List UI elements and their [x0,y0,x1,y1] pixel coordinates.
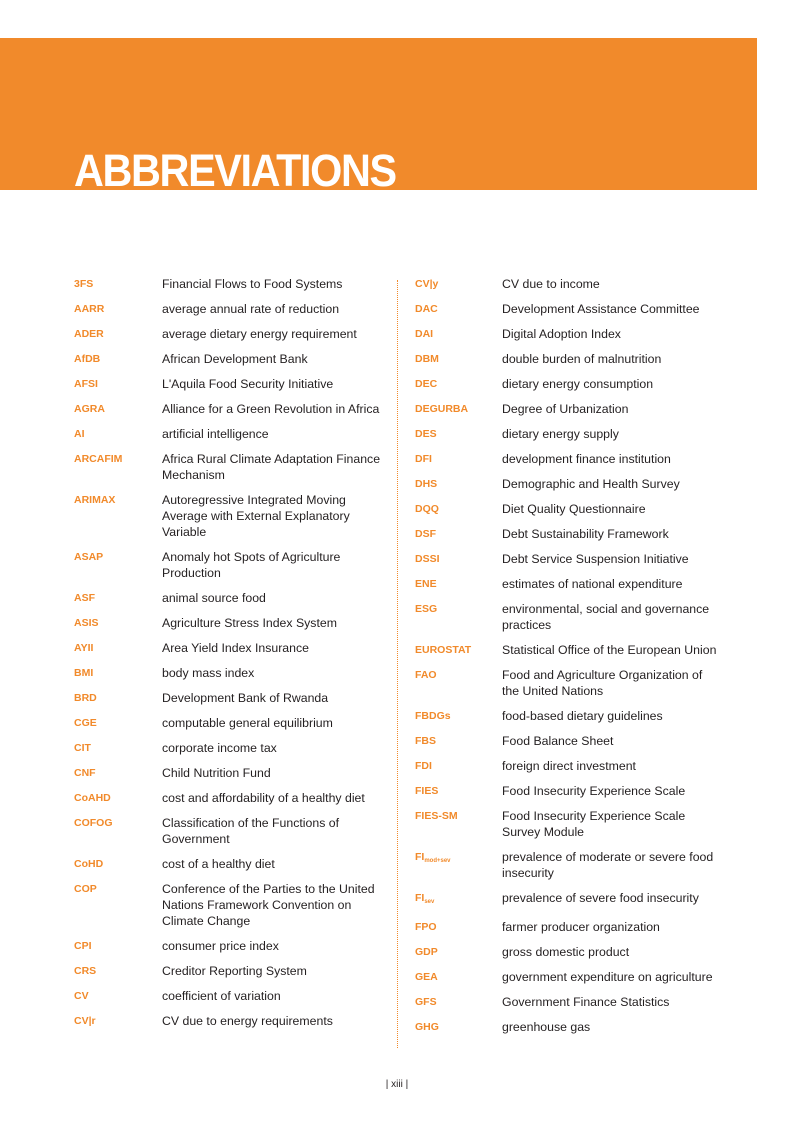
abbreviation-term [74,665,162,681]
abbreviation-entry [415,551,725,567]
abbreviation-definition: Food Balance Sheet [502,734,614,748]
abbreviation-term-text: ADER [74,328,104,340]
abbreviation-term [74,790,162,806]
abbreviation-definition: Digital Adoption Index [502,327,621,341]
abbreviation-definition: Classification of the Functions of Government [162,816,340,846]
abbreviation-term [74,549,162,565]
abbreviation-entry [415,326,725,342]
abbreviation-definition: African Development Bank [162,352,308,366]
abbreviation-term [415,969,502,985]
abbreviation-definition: Food and Agriculture Organization of the United Nations [502,668,703,698]
abbreviation-term [74,301,162,317]
abbreviation-definition: Demographic and Health Survey [502,477,680,491]
abbreviation-entry [415,276,725,292]
abbreviation-entry [74,276,384,292]
abbreviation-definition: animal source food [162,591,266,605]
abbreviation-definition: Financial Flows to Food Systems [162,277,343,291]
abbreviation-term-text: DSF [415,528,436,540]
abbreviation-definition: Africa Rural Climate Adaptation Finance Mechanism [162,452,381,482]
abbreviation-entry [74,665,384,681]
abbreviation-entry [415,783,725,799]
abbreviation-entry [415,526,725,542]
abbreviation-entry [415,890,725,910]
abbreviation-term-text: FIES [415,785,439,797]
abbreviation-term [74,492,162,508]
abbreviation-definition: Agriculture Stress Index System [162,616,337,630]
abbreviation-definition: computable general equilibrium [162,716,333,730]
abbreviation-entry [415,351,725,367]
abbreviation-definition: prevalence of moderate or severe food insecurity [502,850,714,880]
abbreviation-definition: Food Insecurity Experience Scale [502,784,686,798]
abbreviation-definition: double burden of malnutrition [502,352,662,366]
abbreviation-term-text: FIES-SM [415,810,458,822]
abbreviation-term-text: COFOG [74,817,113,829]
abbreviation-definition: Child Nutrition Fund [162,766,271,780]
abbreviation-term [415,919,502,935]
abbreviation-term [74,963,162,979]
abbreviation-term [415,849,502,869]
abbreviation-term [415,667,502,683]
abbreviation-definition: coefficient of variation [162,989,281,1003]
abbreviation-definition: Diet Quality Questionnaire [502,502,646,516]
abbreviation-entry [74,963,384,979]
abbreviation-definition: dietary energy consumption [502,377,654,391]
abbreviation-definition: average dietary energy requirement [162,327,357,341]
abbreviation-term [415,501,502,517]
abbreviation-entry [415,376,725,392]
abbreviation-definition: Area Yield Index Insurance [162,641,309,655]
abbreviation-definition: foreign direct investment [502,759,636,773]
abbreviation-term-text: AfDB [74,353,101,365]
abbreviation-entry [74,590,384,606]
abbreviation-definition: Anomaly hot Spots of Agriculture Production [162,550,341,580]
abbreviation-term-text: FDI [415,760,432,772]
abbreviation-definition: greenhouse gas [502,1020,591,1034]
abbreviation-term-text: ARCAFIM [74,453,123,465]
abbreviation-term [415,376,502,392]
abbreviation-term [415,476,502,492]
abbreviation-term-text: FBDGs [415,710,451,722]
abbreviation-term [415,326,502,342]
abbreviation-definition: CV due to energy requirements [162,1014,333,1028]
abbreviation-term [415,301,502,317]
abbreviation-definition: Development Bank of Rwanda [162,691,329,705]
abbreviation-definition: prevalence of severe food insecurity [502,891,699,905]
abbreviation-definition: food-based dietary guidelines [502,709,663,723]
abbreviation-definition: estimates of national expenditure [502,577,683,591]
abbreviation-term-text: CRS [74,965,97,977]
abbreviation-entry [415,501,725,517]
abbreviation-list-left [74,276,384,1038]
abbreviation-term-text: AARR [74,303,105,315]
abbreviation-definition: government expenditure on agriculture [502,970,713,984]
abbreviation-entry [415,919,725,935]
abbreviation-term-text: BMI [74,667,94,679]
abbreviation-term [74,401,162,417]
abbreviation-entry [74,690,384,706]
abbreviation-definition: development finance institution [502,452,671,466]
abbreviation-entry [415,476,725,492]
abbreviation-term-text: ASIS [74,617,99,629]
abbreviation-term-text: DES [415,428,437,440]
abbreviation-definition: farmer producer organization [502,920,660,934]
abbreviation-entry [74,549,384,581]
abbreviation-definition: CV due to income [502,277,600,291]
abbreviation-definition: environmental, social and governance practices [502,602,710,632]
abbreviation-term [415,451,502,467]
abbreviation-entry [74,856,384,872]
abbreviation-definition: artificial intelligence [162,427,269,441]
abbreviation-term-text: DEGURBA [415,403,469,415]
abbreviation-term-text: CNF [74,767,96,779]
abbreviation-term-text: DAC [415,303,438,315]
abbreviation-term [415,426,502,442]
abbreviation-term [74,426,162,442]
abbreviation-entry [74,451,384,483]
abbreviation-entry [74,401,384,417]
abbreviation-term-text: DQQ [415,503,439,515]
abbreviation-entry [74,426,384,442]
abbreviation-term-text: DEC [415,378,438,390]
abbreviation-term [74,351,162,367]
abbreviation-term [415,758,502,774]
abbreviation-term [415,576,502,592]
abbreviation-term-text: CIT [74,742,91,754]
abbreviation-term [74,590,162,606]
abbreviation-entry [415,969,725,985]
abbreviation-term-text: FPO [415,921,437,933]
abbreviation-entry [74,938,384,954]
abbreviation-definition: L'Aquila Food Security Initiative [162,377,334,391]
abbreviation-term-text: 3FS [74,278,94,290]
abbreviation-term [74,690,162,706]
abbreviation-term-text: CoHD [74,858,104,870]
abbreviation-entry [415,576,725,592]
abbreviation-entry [74,881,384,929]
abbreviation-definition: cost and affordability of a healthy diet [162,791,365,805]
abbreviation-term-text: AGRA [74,403,105,415]
abbreviation-term [415,944,502,960]
page-number: | xiii | [385,1079,409,1090]
abbreviation-term-text: FBS [415,735,436,747]
abbreviation-term [74,881,162,897]
abbreviation-subscript: mod+sev [424,858,451,864]
abbreviation-term [415,601,502,617]
abbreviation-term-text: AI [74,428,85,440]
abbreviation-definition: Degree of Urbanization [502,402,629,416]
abbreviation-term [415,808,502,824]
abbreviation-definition: Debt Sustainability Framework [502,527,669,541]
abbreviation-entry [74,765,384,781]
abbreviation-term-text: DHS [415,478,438,490]
abbreviation-entry [415,301,725,317]
abbreviation-term-text: EUROSTAT [415,644,472,656]
abbreviation-entry [415,708,725,724]
abbreviation-entry [415,401,725,417]
page-title: ABBREVIATIONS [74,145,396,196]
abbreviation-entry [415,849,725,881]
abbreviation-term-text: FI [415,851,425,863]
abbreviation-term-text: COP [74,883,97,895]
abbreviation-definition: cost of a healthy diet [162,857,275,871]
abbreviation-entry [415,994,725,1010]
abbreviation-entry [74,1013,384,1029]
abbreviation-term-text: AFSI [74,378,98,390]
abbreviation-term-text: DFI [415,453,432,465]
abbreviation-entry [74,492,384,540]
abbreviation-term [74,640,162,656]
abbreviation-term [74,765,162,781]
abbreviation-term-text: GDP [415,946,438,958]
abbreviation-term [415,733,502,749]
abbreviation-entry [415,1019,725,1035]
abbreviation-term-text: CGE [74,717,97,729]
abbreviation-term [74,815,162,831]
abbreviation-definition: Creditor Reporting System [162,964,307,978]
abbreviation-subscript: sev [424,899,435,905]
abbreviation-definition: gross domestic product [502,945,630,959]
abbreviation-term [415,526,502,542]
abbreviation-term [415,994,502,1010]
abbreviation-term-text: DAI [415,328,434,340]
abbreviation-definition: Government Finance Statistics [502,995,670,1009]
abbreviation-definition: Alliance for a Green Revolution in Africa [162,402,380,416]
abbreviation-term [415,401,502,417]
abbreviation-entry [74,790,384,806]
abbreviation-entry [74,815,384,847]
abbreviation-term [415,708,502,724]
abbreviation-term [415,783,502,799]
abbreviation-term-text: GHG [415,1021,439,1033]
abbreviation-entry [415,758,725,774]
abbreviation-list-right [415,276,725,1044]
abbreviation-entry [415,642,725,658]
abbreviation-definition: Development Assistance Committee [502,302,700,316]
abbreviation-definition: consumer price index [162,939,279,953]
abbreviation-definition: Conference of the Parties to the United Nations Framework Convention on Climate Change [162,882,375,928]
abbreviation-entry [74,301,384,317]
abbreviation-term [415,890,502,910]
abbreviation-term-text: FI [415,892,425,904]
abbreviation-entry [415,808,725,840]
abbreviation-term [74,715,162,731]
abbreviation-term-text: GEA [415,971,438,983]
abbreviation-entry [74,988,384,1004]
abbreviation-term [74,451,162,467]
abbreviation-entry [415,426,725,442]
abbreviation-term-text: DSSI [415,553,440,565]
abbreviation-entry [74,640,384,656]
abbreviation-definition: average annual rate of reduction [162,302,340,316]
abbreviation-term-text: CV|r [74,1015,96,1027]
abbreviation-term-text: CV [74,990,89,1002]
abbreviation-definition: Debt Service Suspension Initiative [502,552,689,566]
abbreviation-term-text: ENE [415,578,437,590]
abbreviation-definition: corporate income tax [162,741,277,755]
abbreviation-entry [74,326,384,342]
abbreviation-term-text: ASAP [74,551,104,563]
abbreviation-term-text: DBM [415,353,439,365]
abbreviation-term-text: ASF [74,592,95,604]
abbreviation-entry [415,667,725,699]
abbreviation-definition: Food Insecurity Experience Scale Survey Module [502,809,686,839]
abbreviation-term-text: BRD [74,692,97,704]
abbreviation-term [415,551,502,567]
abbreviation-term [415,642,502,658]
abbreviation-term-text: ESG [415,603,438,615]
abbreviation-term [74,988,162,1004]
abbreviation-definition: body mass index [162,666,255,680]
abbreviation-term-text: CV|y [415,278,439,290]
abbreviation-term [74,326,162,342]
abbreviation-term [415,351,502,367]
abbreviation-entry [415,601,725,633]
abbreviation-term [74,1013,162,1029]
abbreviation-term [74,856,162,872]
abbreviation-term-text: CoAHD [74,792,111,804]
abbreviation-term [415,276,502,292]
abbreviation-term-text: AYII [74,642,94,654]
abbreviation-entry [74,715,384,731]
abbreviation-term [74,376,162,392]
abbreviation-entry [74,615,384,631]
abbreviation-entry [415,733,725,749]
abbreviation-definition: Statistical Office of the European Union [502,643,717,657]
abbreviation-definition: Autoregressive Integrated Moving Average with External Explanatory Variable [162,493,350,539]
abbreviation-term [415,1019,502,1035]
abbreviation-definition: dietary energy supply [502,427,619,441]
abbreviation-term-text: GFS [415,996,437,1008]
abbreviation-term-text: ARIMAX [74,494,116,506]
abbreviation-term [74,740,162,756]
abbreviation-entry [74,376,384,392]
column-divider [397,280,398,1048]
abbreviation-entry [74,740,384,756]
abbreviation-term [74,938,162,954]
abbreviation-term [74,615,162,631]
abbreviation-term-text: CPI [74,940,92,952]
abbreviation-entry [415,451,725,467]
abbreviation-entry [415,944,725,960]
abbreviation-entry [74,351,384,367]
abbreviation-term [74,276,162,292]
abbreviation-term-text: FAO [415,669,437,681]
